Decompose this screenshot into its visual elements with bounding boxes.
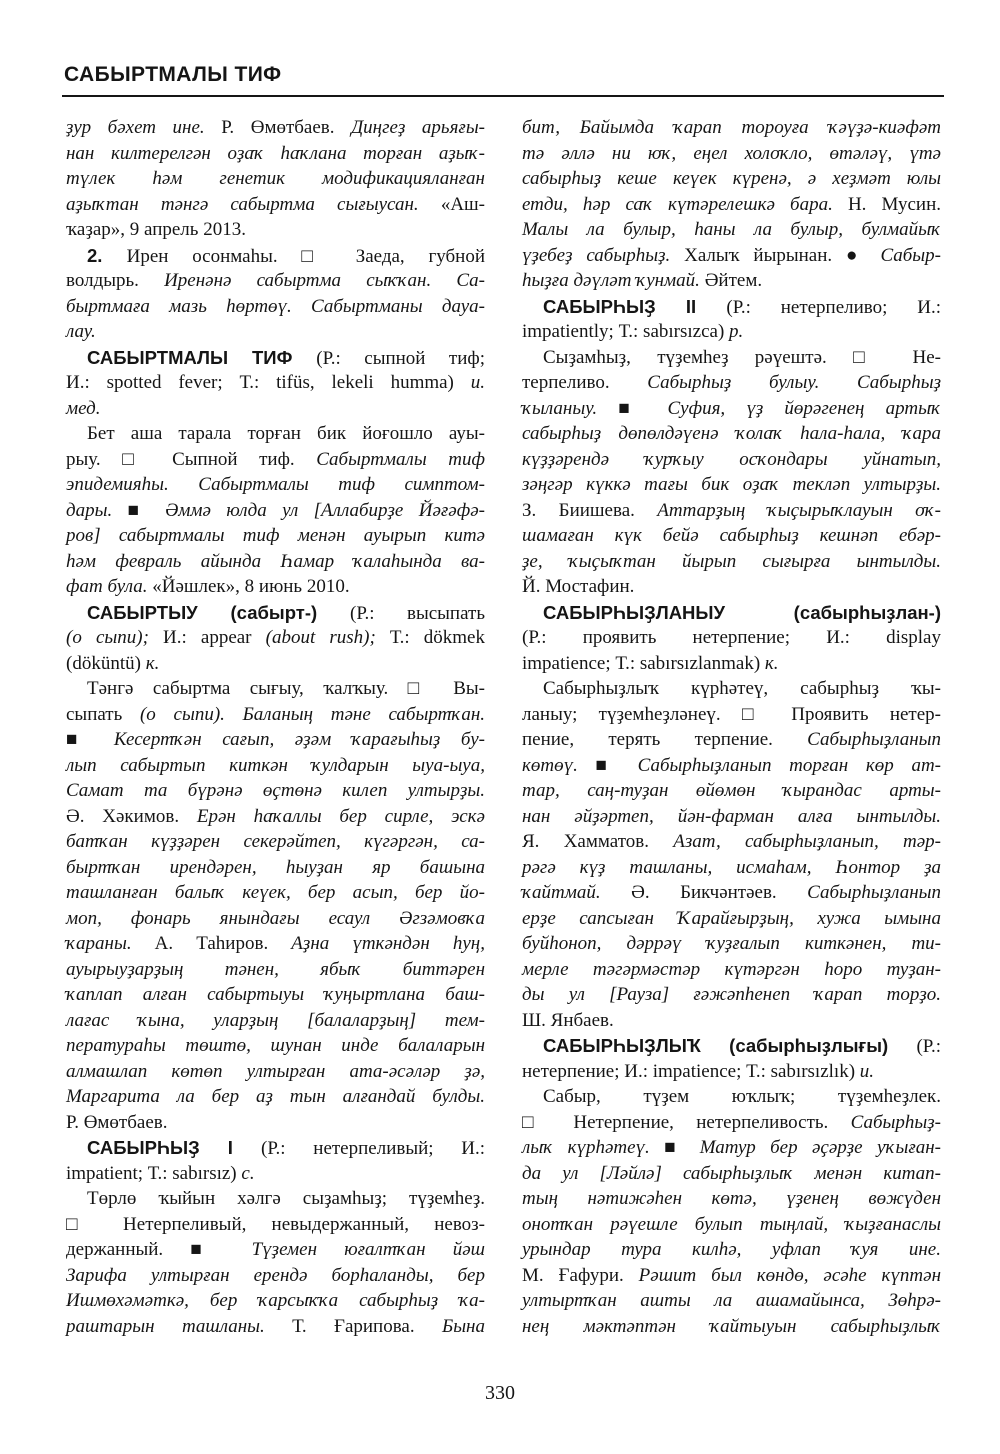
italic-text: нан килтерелгән оҙаҡ һаҡлана торған аҙыҡ-: [66, 142, 485, 164]
plain-text: Р. Өмөтбаев.: [221, 117, 352, 138]
italic-text: һәм февраль айында Һамар ҡалаһында ва-: [66, 550, 485, 572]
plain-text: (Р.: сыпной тиф;: [316, 347, 485, 369]
text-line: [522, 370, 941, 396]
plain-text: Әйтем.: [704, 270, 763, 291]
italic-text: нан әйҙәртеп, йән-фарман алға ынтылды.: [522, 805, 941, 827]
text-line: [522, 1135, 941, 1161]
text-line: [66, 1237, 485, 1263]
plain-text: Сабыр, түҙем юҡлыҡ; түҙемһеҙлек.: [543, 1086, 941, 1107]
headword-text: САБЫРҺЫҘЛАНЫУ (сабырһыҙлан-): [543, 601, 941, 623]
text-line: [66, 600, 485, 626]
italic-text: алмашлап көтөп ултырған ата-әсәләр ҙә,: [66, 1060, 485, 1082]
italic-text: ауырыуҙарҙың тәнен, ябыҡ биттәрен: [66, 958, 485, 980]
italic-text: буйһоноп, дәррәү ҡуҙғалып киткәнен, ти-: [522, 933, 941, 954]
headword-text: САБЫРҺЫҘ I: [87, 1137, 262, 1158]
text-line: [66, 906, 485, 932]
italic-text: Иренәнә сабыртма сыҡҡан. Са-: [164, 270, 486, 291]
italic-text: Диңгеҙ арьяғы-: [351, 117, 486, 138]
plain-text: Н. Мусин.: [847, 193, 941, 215]
text-line: [66, 115, 485, 141]
text-line: [522, 472, 941, 498]
text-line: [66, 447, 485, 473]
italic-text: ҡаплап алған сабыртыуы ҡуңыртлана баш-: [66, 984, 485, 1005]
text-line: [66, 498, 485, 524]
text-line: [66, 804, 485, 830]
plain-text: ■: [127, 499, 166, 521]
italic-text: Сабырһыҙ-: [850, 1111, 941, 1133]
text-line: [66, 727, 485, 753]
italic-text: күҙҙәрендә ҡурҡыу осҡондары уйнатып,: [522, 448, 941, 470]
plain-text: Ә. Хәкимов.: [66, 805, 197, 827]
italic-text: Сабырһыҙланып: [807, 729, 941, 750]
italic-text: аҙыҡтан тәнгә сабыртма сығыусан.: [66, 193, 441, 215]
italic-text: Әммә юлда ул [Аллабирҙе Йәғәфә-: [165, 499, 485, 521]
text-line: [66, 396, 485, 422]
plain-text: (Р.: проявить нетерпение; И.: display: [522, 627, 941, 648]
text-line: [66, 1135, 485, 1161]
headword-text: САБЫРҺЫҘЛЫҠ (сабырһыҙлығы): [543, 1035, 917, 1056]
italic-text: да ул [Ләйлә] сабырһыҙлыҡ менән китап-: [522, 1162, 941, 1184]
italic-text: һыҙға дәүләт ҡунмай.: [522, 270, 705, 291]
italic-text: тар, саң-туҙан өйөмөн ҡырандас арты-: [522, 780, 941, 801]
text-line: [522, 243, 941, 269]
text-line: [66, 1008, 485, 1034]
text-line: [522, 115, 941, 141]
text-line: [66, 753, 485, 779]
italic-text: эпидемияһы. Сабыртмалы тиф симптом-: [66, 474, 485, 495]
plain-text: пение, терять терпение.: [522, 729, 808, 750]
plain-text: Төрлө ҡыйын хәлгә сыҙамһыҙ; түҙемһеҙ.: [87, 1188, 485, 1209]
text-line: [522, 753, 941, 779]
italic-text: сабырһыҙ дөпөлдәүенә ҡолаҡ һала-һала, ҡара: [522, 423, 941, 444]
plain-text: ҡаҙар», 9 апрель 2013.: [66, 219, 246, 240]
text-line: [522, 906, 941, 932]
plain-text: сыпать: [66, 703, 140, 725]
text-line: [522, 1186, 941, 1212]
italic-text: быртмаға мазь һөртөү. Сабыртманы дауа-: [66, 295, 485, 317]
text-line: [66, 651, 485, 677]
text-line: [522, 880, 941, 906]
text-line: [522, 421, 941, 447]
italic-text: Самат та бүрәнә өҫтөнә килеп ултырҙы.: [66, 780, 485, 801]
italic-text: фат була.: [66, 576, 153, 597]
text-line: [66, 523, 485, 549]
plain-text: Ш. Янбаев.: [522, 1009, 614, 1031]
text-line: [66, 166, 485, 192]
plain-text: Т.: dökmek: [389, 627, 485, 648]
italic-text: тә әллә ни юҡ, еңел холоҡло, өтәләү, үтә: [522, 142, 941, 164]
italic-text: Суфия, үҙ йөрәгенең артыҡ: [667, 397, 942, 419]
plain-text: рыу. □ Сыпной тиф.: [66, 448, 317, 470]
italic-text: и.: [470, 372, 485, 393]
plain-text: ланыу; түҙемһеҙләнеү. □ Проявить нетер-: [522, 703, 941, 725]
text-line: [522, 192, 941, 218]
italic-text: Бына: [441, 1315, 485, 1337]
italic-text: Сабырһыҙланып торған көр ат-: [637, 754, 941, 776]
italic-text: лыҡ күрһәтеү.: [522, 1137, 665, 1158]
plain-text: ■: [595, 754, 638, 776]
italic-text: сабырһыҙ кеше кеүек күренә, ә хеҙмәт юлы: [522, 168, 941, 189]
plain-text: Р. Өмөтбаев.: [66, 1111, 168, 1133]
plain-text: ■: [66, 729, 114, 750]
italic-text: көтөү.: [522, 754, 596, 776]
headword-text: САБЫРТЫУ (сабырт-): [87, 601, 350, 623]
italic-text: лып сабыртып киткән ҡулдарын ыуа-ыуа,: [66, 754, 485, 776]
right-column: [522, 115, 941, 1339]
italic-text: Ишмөхәмәткә, бер ҡарсыҡҡа сабырһыҙ ҡа-: [66, 1290, 485, 1311]
text-line: [66, 549, 485, 575]
text-line: [522, 982, 941, 1008]
italic-text: ҙур бәхет ине.: [66, 117, 222, 138]
text-line: [522, 804, 941, 830]
text-line: [66, 1110, 485, 1136]
plain-text: М. Ғафури.: [522, 1264, 639, 1286]
text-line: [522, 957, 941, 983]
italic-text: тың нәтижәһен көтә, үҙенең вөжүден: [522, 1188, 941, 1209]
italic-text: Сабыртмалы тиф: [316, 448, 485, 470]
text-line: [66, 880, 485, 906]
text-line: [522, 829, 941, 855]
italic-text: Зарифа ултырған ерендә борһаланды, бер: [66, 1264, 485, 1286]
text-line: [522, 345, 941, 371]
italic-text: Сабырһыҙланып: [807, 882, 941, 903]
text-line: [522, 319, 941, 345]
italic-text: моп, фонарь янындағы есаул Әгзәмовҡа: [66, 907, 485, 929]
italic-text: лағас ҡына, уларҙың [балаларҙың] тем-: [66, 1009, 485, 1031]
text-line: [66, 931, 485, 957]
text-line: [66, 345, 485, 371]
italic-text: ҡараны.: [66, 933, 155, 954]
text-line: [522, 268, 941, 294]
headword-text: САБЫРҺЫҘ II: [543, 295, 727, 317]
plain-text: Т. Ғарипова.: [292, 1315, 442, 1337]
text-line: [66, 217, 485, 243]
text-line: [66, 1263, 485, 1289]
italic-text: с.: [241, 1162, 255, 1184]
text-line: [522, 141, 941, 167]
text-line: [522, 1059, 941, 1085]
plain-text: держанный. ■: [66, 1239, 252, 1260]
text-line: [66, 319, 485, 345]
italic-text: ҡыланыу.: [522, 397, 619, 419]
italic-text: мерле тәгәрмәстәр күтәргән һоро туҙан-: [522, 958, 941, 980]
plain-text: Ә. Бикчәнтәев.: [631, 882, 808, 903]
text-line: [522, 1263, 941, 1289]
italic-text: ерҙе сапсыған Ҡарайғырҙың, хужа ымына: [522, 907, 941, 929]
text-line: [522, 1033, 941, 1059]
plain-text: □ Нетерпеливый, невыдержанный, невоз-: [66, 1213, 485, 1235]
text-line: [66, 370, 485, 396]
plain-text: impatiently; Т.: sabırsızca): [522, 321, 730, 342]
text-line: [522, 702, 941, 728]
italic-text: шамаған күк бейә сабырһыҙ кешнәп ебәр-: [522, 525, 941, 546]
running-head: САБЫРТМАЛЫ ТИФ: [64, 63, 282, 86]
italic-text: Ерән һаҡаллы бер сирле, эскә: [196, 805, 485, 827]
text-line: [66, 1059, 485, 1085]
plain-text: А. Таһиров.: [154, 933, 292, 954]
italic-text: к.: [145, 652, 160, 674]
text-line: [522, 574, 941, 600]
text-line: [66, 268, 485, 294]
italic-text: урындар тура килһә, уфлап ҡуя ине.: [522, 1239, 941, 1260]
text-line: [522, 217, 941, 243]
text-line: [66, 1161, 485, 1187]
text-line: [66, 1314, 485, 1340]
italic-text: ров] сабыртмалы тиф менән ауырып китә: [66, 525, 485, 546]
italic-text: и.: [859, 1060, 875, 1082]
text-line: [522, 166, 941, 192]
plain-text: (Р.: нетерпеливо; И.:: [726, 296, 941, 318]
text-line: [522, 651, 941, 677]
text-line: [522, 498, 941, 524]
plain-text: волдырь.: [66, 270, 165, 291]
text-line: [66, 141, 485, 167]
italic-text: бит, Байымда ҡарап тороуға ҡәүҙә-киәфәт: [522, 117, 941, 138]
italic-text: ды ул [Рауза] ғәжәпһенеп ҡарап торҙо.: [522, 984, 941, 1005]
plain-text: З. Биишева.: [522, 499, 658, 521]
plain-text: (Р.: нетерпеливый; И.:: [261, 1138, 485, 1159]
text-line: [66, 829, 485, 855]
text-line: [66, 243, 485, 269]
text-line: [66, 702, 485, 728]
italic-text: түлек һәм генетик модификацияланған: [66, 168, 485, 189]
plain-text: □ Нетерпение, нетерпеливость.: [522, 1111, 851, 1133]
italic-text: рәгә күҙ ташланы, исмаһам, Һонтор ҙа: [522, 856, 941, 878]
text-line: [66, 574, 485, 600]
italic-text: ҡайтмай.: [522, 882, 632, 903]
plain-text: И.: appear: [163, 627, 266, 648]
plain-text: Халыҡ йырынан. ●: [684, 244, 881, 266]
plain-text: Сабырһыҙлыҡ күрһәтеү, сабырһыҙ ҡы-: [543, 678, 941, 699]
text-line: [522, 676, 941, 702]
italic-text: Түҙемен юғалтҡан йәш: [251, 1239, 486, 1260]
italic-text: Маргарита ла бер аҙ тын алғандай булды.: [66, 1086, 485, 1107]
text-line: [522, 523, 941, 549]
italic-text: дары.: [66, 499, 128, 521]
italic-text: (about rush);: [265, 627, 390, 648]
italic-text: Рәшит был көндө, әсәһе күптән: [638, 1264, 941, 1286]
italic-text: раштарын ташланы.: [66, 1315, 293, 1337]
plain-text: Сыҙамһыҙ, түҙемһеҙ рәүештә. □ Не-: [543, 346, 941, 368]
text-line: [66, 1033, 485, 1059]
plain-text: (Р.: высыпать: [350, 602, 486, 624]
plain-text: «Аш-: [440, 193, 485, 215]
plain-text: «Йәшлек», 8 июнь 2010.: [152, 576, 350, 597]
plain-text: (döküntü): [66, 652, 146, 674]
text-line: [66, 855, 485, 881]
text-line: [522, 1110, 941, 1136]
italic-text: Матур бер әҫәрҙе уҡыған-: [699, 1137, 941, 1158]
plain-text: нетерпение; И.: impatience; Т.: sabırsızlık): [522, 1060, 860, 1082]
left-column: [66, 115, 485, 1339]
text-line: [522, 1314, 941, 1340]
text-line: [66, 1288, 485, 1314]
plain-text: ■: [664, 1137, 700, 1158]
text-line: [66, 625, 485, 651]
page-number: 330: [485, 1382, 515, 1404]
text-line: [522, 1288, 941, 1314]
text-line: [66, 1084, 485, 1110]
italic-text: ҙе, ҡыҫыҡтан йырып сығырға ынтылды.: [522, 550, 941, 572]
italic-text: онотҡан рәүешле булып тыңлай, ҡыҙғанаслы: [522, 1213, 941, 1235]
italic-text: р.: [729, 321, 744, 342]
italic-text: быртҡан ирендәрен, һыуҙан яр башына: [66, 856, 485, 878]
italic-text: ташланған балыҡ кеүек, бер асып, бер йо-: [66, 882, 485, 903]
plain-text: Тәнгә сабыртма сығыу, ҡалҡыу. □ Вы-: [87, 678, 485, 699]
italic-text: Малы ла булыр, һаны ла булыр, булмайыҡ: [522, 219, 941, 240]
italic-text: к.: [764, 652, 779, 674]
italic-text: Кесертҡән сағып, әҙәм ҡарағыһыҙ бу-: [113, 729, 485, 750]
text-line: [522, 931, 941, 957]
text-line: [66, 676, 485, 702]
text-line: [66, 1212, 485, 1238]
plain-text: Бет аша тарала торған бик йоғошло ауы-: [87, 423, 485, 444]
text-line: [522, 727, 941, 753]
italic-text: Азат, сабырһыҙланып, тәр-: [673, 831, 941, 852]
text-line: [522, 1008, 941, 1034]
text-line: [522, 778, 941, 804]
text-line: [522, 447, 941, 473]
italic-text: мед.: [66, 397, 101, 419]
text-line: [522, 396, 941, 422]
plain-text: impatience; Т.: sabırsızlanmak): [522, 652, 765, 674]
text-line: [66, 1186, 485, 1212]
plain-text: Я. Хамматов.: [522, 831, 674, 852]
text-line: [522, 549, 941, 575]
italic-text: лау.: [66, 321, 96, 342]
headword-text: САБЫРТМАЛЫ ТИФ: [87, 346, 317, 368]
text-line: [522, 855, 941, 881]
header-rule: [62, 95, 944, 97]
text-line: [522, 625, 941, 651]
text-line: [522, 1084, 941, 1110]
italic-text: Сабырһыҙ булыу. Сабырһыҙ: [647, 372, 941, 393]
plain-text: Ирен осонмаһы. □ Заеда, губной: [126, 245, 485, 267]
italic-text: зәңгәр күккә тағы бик оҙаҡ текләп ултырҙы.: [522, 474, 941, 495]
text-line: [522, 600, 941, 626]
plain-text: (Р.:: [916, 1036, 941, 1057]
text-line: [66, 982, 485, 1008]
plain-text: И.: spotted fever; Т.: tifüs, lekeli humma): [66, 372, 471, 393]
italic-text: батҡан күҙҙәрен секерәйтеп, күгәргән, са-: [66, 831, 485, 852]
text-line: [522, 1161, 941, 1187]
text-line: [66, 472, 485, 498]
text-line: [522, 1212, 941, 1238]
headword-text: 2.: [87, 244, 127, 266]
italic-text: үҙебеҙ сабырһыҙ.: [522, 244, 685, 266]
italic-text: Сабыр-: [880, 244, 941, 266]
text-line: [66, 294, 485, 320]
text-line: [522, 294, 941, 320]
italic-text: Аҙна үткәндән һуң,: [291, 933, 485, 954]
italic-text: ператураһы төштө, шунан инде балаларын: [66, 1035, 485, 1056]
plain-text: терпеливо.: [522, 372, 648, 393]
italic-text: етди, һәр саҡ күтәрелешкә бара.: [522, 193, 848, 215]
italic-text: ултыртҡан ашты ла ашамайынса, Зөһрә-: [522, 1290, 941, 1311]
italic-text: Аттарҙың ҡыҫырыҡлауын оҡ-: [657, 499, 942, 521]
text-line: [66, 957, 485, 983]
plain-text: impatient; Т.: sabırsız): [66, 1162, 242, 1184]
text-line: [522, 1237, 941, 1263]
italic-text: нең мәктәптән ҡайтыуын сабырһыҙлыҡ: [522, 1315, 941, 1337]
text-line: [66, 421, 485, 447]
italic-text: (о сыпи). Баланың тәне сабыртҡан.: [139, 703, 485, 725]
italic-text: (о сыпи);: [66, 627, 164, 648]
plain-text: Й. Мостафин.: [522, 576, 635, 597]
text-line: [66, 192, 485, 218]
plain-text: ■: [618, 397, 668, 419]
text-line: [66, 778, 485, 804]
